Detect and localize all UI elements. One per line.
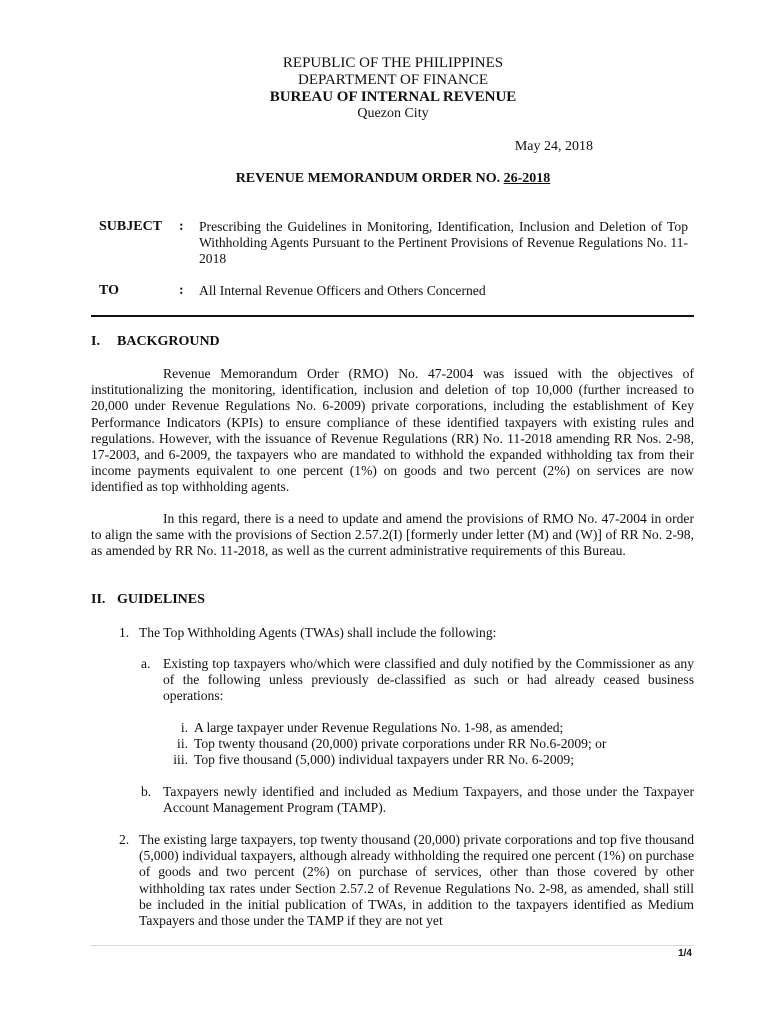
header-divider (91, 315, 694, 317)
header-bureau: BUREAU OF INTERNAL REVENUE (269, 89, 517, 105)
item-a-text: Existing top taxpayers who/which were classified and duly notified by the Commissioner as any of the following unless previously de-classified as such or had already ceased business operations: (163, 656, 694, 704)
to-text: All Internal Revenue Officers and Others Concerned (199, 283, 486, 298)
roman-item-3 (160, 752, 574, 768)
subject-text: Prescribing the Guidelines in Monitoring, Identification, Inclusion and Deletion of Top Withholding Agents Pursuant to the Pertinent Provisions of Revenue Regulations No. 11-2018 (199, 219, 688, 267)
to-colon: : (179, 283, 184, 298)
order-number: 26-2018 (503, 171, 551, 186)
subject-label: SUBJECT (99, 219, 163, 234)
section1-title: BACKGROUND (117, 334, 220, 349)
roman-item-2-num: ii. (177, 736, 188, 751)
header-city: Quezon City (357, 106, 429, 121)
section2-title: GUIDELINES (117, 592, 205, 607)
item-b-text: Taxpayers newly identified and included as Medium Taxpayers, and those under the Taxpayer Account Management Program (TAMP). (163, 784, 694, 816)
roman-item-1-num: i. (180, 720, 188, 735)
roman-item-2 (160, 736, 606, 752)
roman-item-3-text: Top five thousand (5,000) individual taxpayers under RR No. 6-2009; (194, 752, 574, 767)
item1-number: 1. (119, 625, 130, 640)
roman-item-2-text: Top twenty thousand (20,000) private corporations under RR No.6-2009; or (194, 736, 607, 751)
item-b-label: b. (141, 784, 152, 799)
header-department: DEPARTMENT OF FINANCE (298, 72, 488, 88)
background-paragraph-1: Revenue Memorandum Order (RMO) No. 47-2004 was issued with the objectives of institutionalizing the monitoring, identification, inclusion and deletion of top 10,000 (further increased to 20,000 under Revenue Regulations No. 6-2009) private corporations, including the establishment of Key Performance Indicators (KPIs) to ensure compliance of these identified taxpayers with existing rules and regulations. However, with the issuance of Revenue Regulations (RR) No. 11-2018 amending RR Nos. 2-98, 17-2003, and 6-2009, the taxpayers who are mandated to withhold the expanded withholding tax from their income payments equivalent to one percent (1%) on goods and two percent (2%) on services are now identified as top withholding agents. (91, 366, 694, 495)
subject-colon: : (179, 219, 184, 234)
item1-text: The Top Withholding Agents (TWAs) shall include the following: (139, 625, 497, 640)
footer-divider (91, 945, 694, 946)
page-number: 1/4 (678, 948, 692, 959)
item2-number: 2. (119, 832, 130, 847)
item-a-label: a. (141, 656, 151, 671)
background-paragraph-2: In this regard, there is a need to update and amend the provisions of RMO No. 47-2004 in order to align the same with the provisions of Section 2.57.2(I) [formerly under letter (M) and (W)] of RR No. 2-98, as amended by RR No. 11-2018, as well as the current administrative requirements of this Bureau. (91, 511, 694, 559)
order-title (0, 171, 768, 187)
item2-text: The existing large taxpayers, top twenty thousand (20,000) private corporations and top five thousand (5,000) individual taxpayers, although already withholding the required one percent (1%) on purchase of goods and two percent (2%) on purchase of services, other than those covered by other withholding tax rates under Section 2.57.2 of Revenue Regulations No. 2-98, as amended, shall still be included in the initial publication of TWAs, in addition to the taxpayers identified as Medium Taxpayers and those under the TAMP if they are not yet (139, 832, 694, 929)
document-date: May 24, 2018 (514, 139, 593, 154)
order-title-prefix: REVENUE MEMORANDUM ORDER NO. (235, 171, 504, 186)
roman-item-1 (160, 720, 563, 736)
header-republic: REPUBLIC OF THE PHILIPPINES (282, 55, 504, 71)
to-label: TO (99, 283, 119, 298)
section2-number: II. (91, 592, 106, 607)
roman-item-3-num: iii. (173, 752, 188, 767)
section1-number: I. (91, 334, 100, 349)
roman-item-1-text: A large taxpayer under Revenue Regulations No. 1-98, as amended; (194, 720, 564, 735)
